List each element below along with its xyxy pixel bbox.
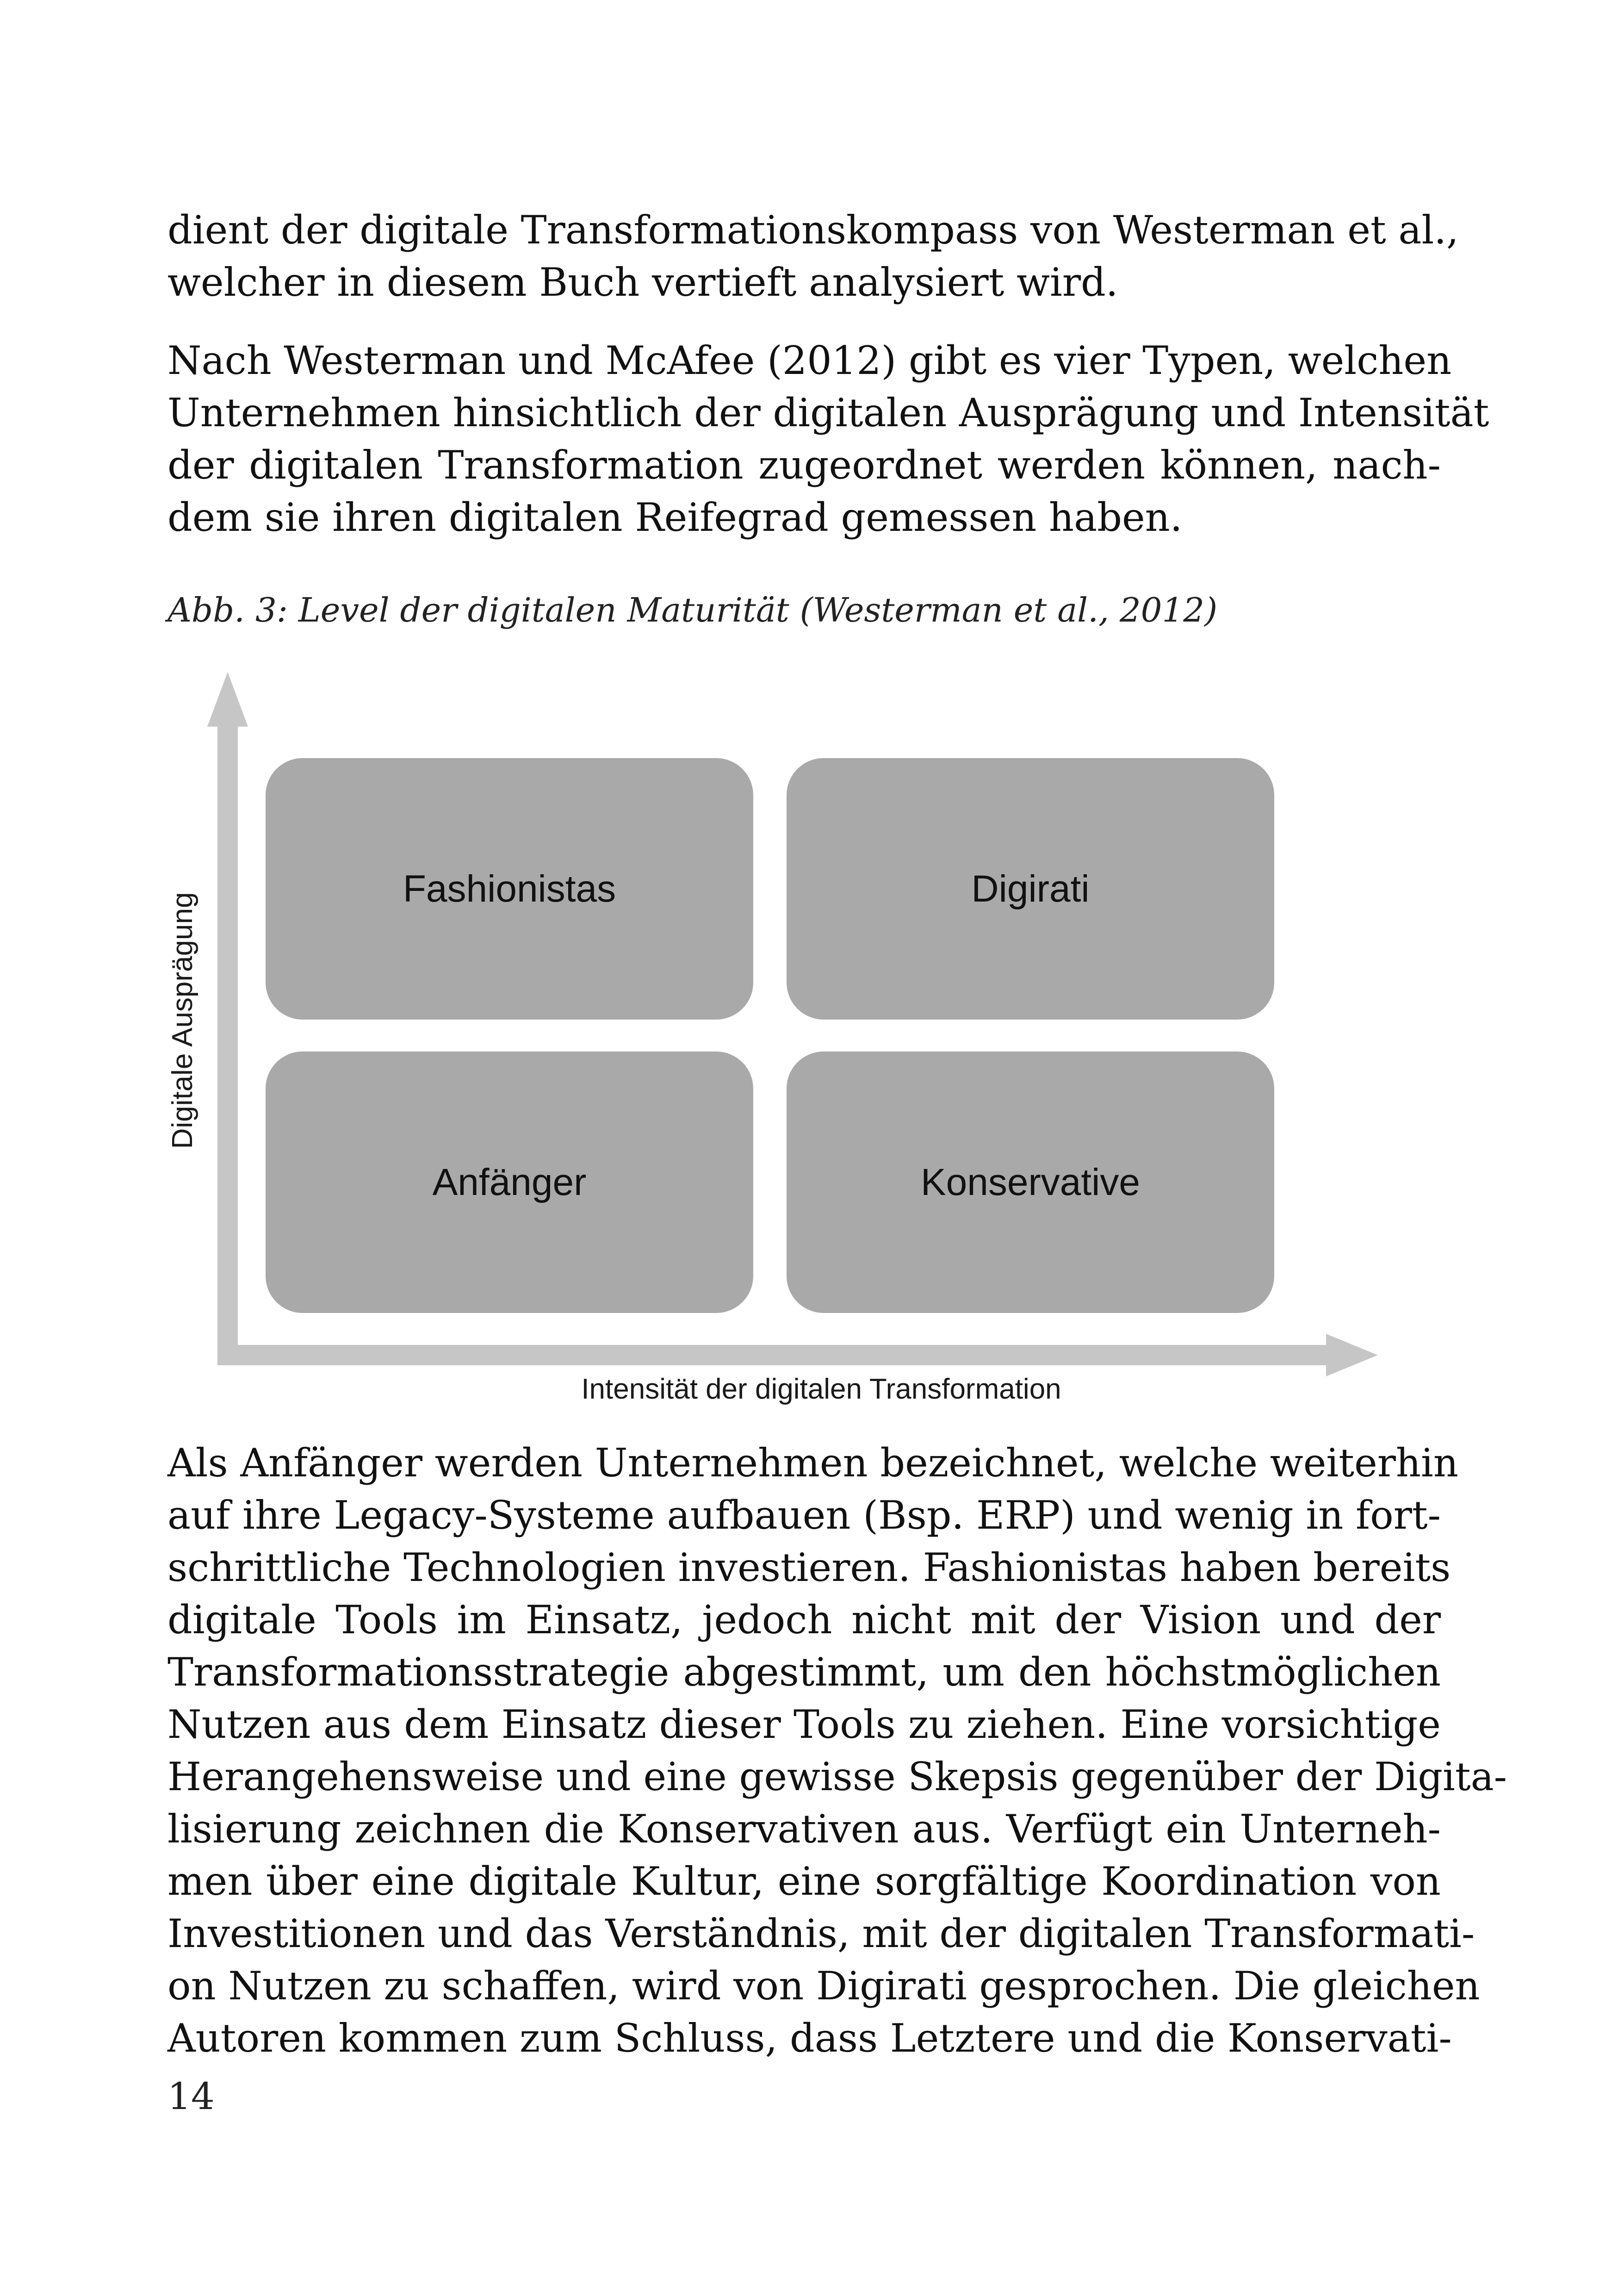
figure-caption: Abb. 3: Level der digitalen Maturität (Westerman et al., 2012) <box>167 591 1218 629</box>
quadrant-label: Fashionistas <box>403 867 616 910</box>
y-axis-label: Digitale Ausprägung <box>167 892 198 1149</box>
text-line: welcher in diesem Buch vertieft analysiert wird. <box>167 260 1118 305</box>
text-line: on Nutzen zu schaffen, wird von Digirati gesprochen. Die gleichen <box>167 1963 1480 2009</box>
paragraph-type-descriptions <box>167 1437 1507 2065</box>
text-line: Investitionen und das Verständnis, mit der digitalen Transformati- <box>167 1911 1475 1956</box>
x-axis-arrowhead <box>1326 1334 1378 1376</box>
quadrant-digirati <box>787 758 1274 1020</box>
quadrant-label: Konservative <box>920 1161 1141 1203</box>
paragraph-intro-continuation <box>167 204 1459 309</box>
x-axis-line <box>217 1345 1337 1365</box>
paragraph-westerman-types <box>167 335 1489 544</box>
text-line: dem sie ihren digitalen Reifegrad gemessen haben. <box>167 495 1183 540</box>
text-line: auf ihre Legacy-Systeme aufbauen (Bsp. ERP) und wenig in fort- <box>167 1493 1441 1538</box>
quadrant-konservative <box>787 1052 1274 1313</box>
text-line: Nutzen aus dem Einsatz dieser Tools zu ziehen. Eine vorsichtige <box>167 1702 1441 1747</box>
text-line: digitale Tools im Einsatz, jedoch nicht mit der Vision und der <box>167 1597 1441 1643</box>
x-axis-label: Intensität der digitalen Transformation <box>581 1373 1061 1405</box>
y-axis-arrowhead <box>207 672 248 727</box>
text-line: Unternehmen hinsichtlich der digitalen Ausprägung und Intensität <box>167 390 1489 436</box>
text-line: Als Anfänger werden Unternehmen bezeichnet, welche weiterhin <box>167 1440 1458 1486</box>
text-line: Transformationsstrategie abgestimmt, um den höchstmöglichen <box>167 1649 1441 1695</box>
page-number: 14 <box>167 2075 215 2118</box>
text-line: der digitalen Transformation zugeordnet werden können, nach- <box>167 442 1441 488</box>
quadrant-fashionistas <box>266 758 753 1020</box>
text-line: schrittliche Technologien investieren. Fashionistas haben bereits <box>167 1545 1451 1590</box>
text-line: Autoren kommen zum Schluss, dass Letztere und die Konservati- <box>167 2016 1452 2061</box>
text-line: dient der digitale Transformationskompass von Westerman et al., <box>167 207 1459 253</box>
y-axis-line <box>217 713 238 1365</box>
text-line: Herangehensweise und eine gewisse Skepsis gegenüber der Digita- <box>167 1754 1507 1799</box>
text-line: lisierung zeichnen die Konservativen aus. Verfügt ein Unterneh- <box>167 1806 1441 1852</box>
quadrant-label: Anfänger <box>432 1161 587 1203</box>
quadrant-label: Digirati <box>971 867 1090 910</box>
text-line: Nach Westerman und McAfee (2012) gibt es vier Typen, welchen <box>167 338 1452 383</box>
text-line: men über eine digitale Kultur, eine sorgfältige Koordination von <box>167 1859 1441 1904</box>
quadrant-anfaenger <box>266 1052 753 1313</box>
